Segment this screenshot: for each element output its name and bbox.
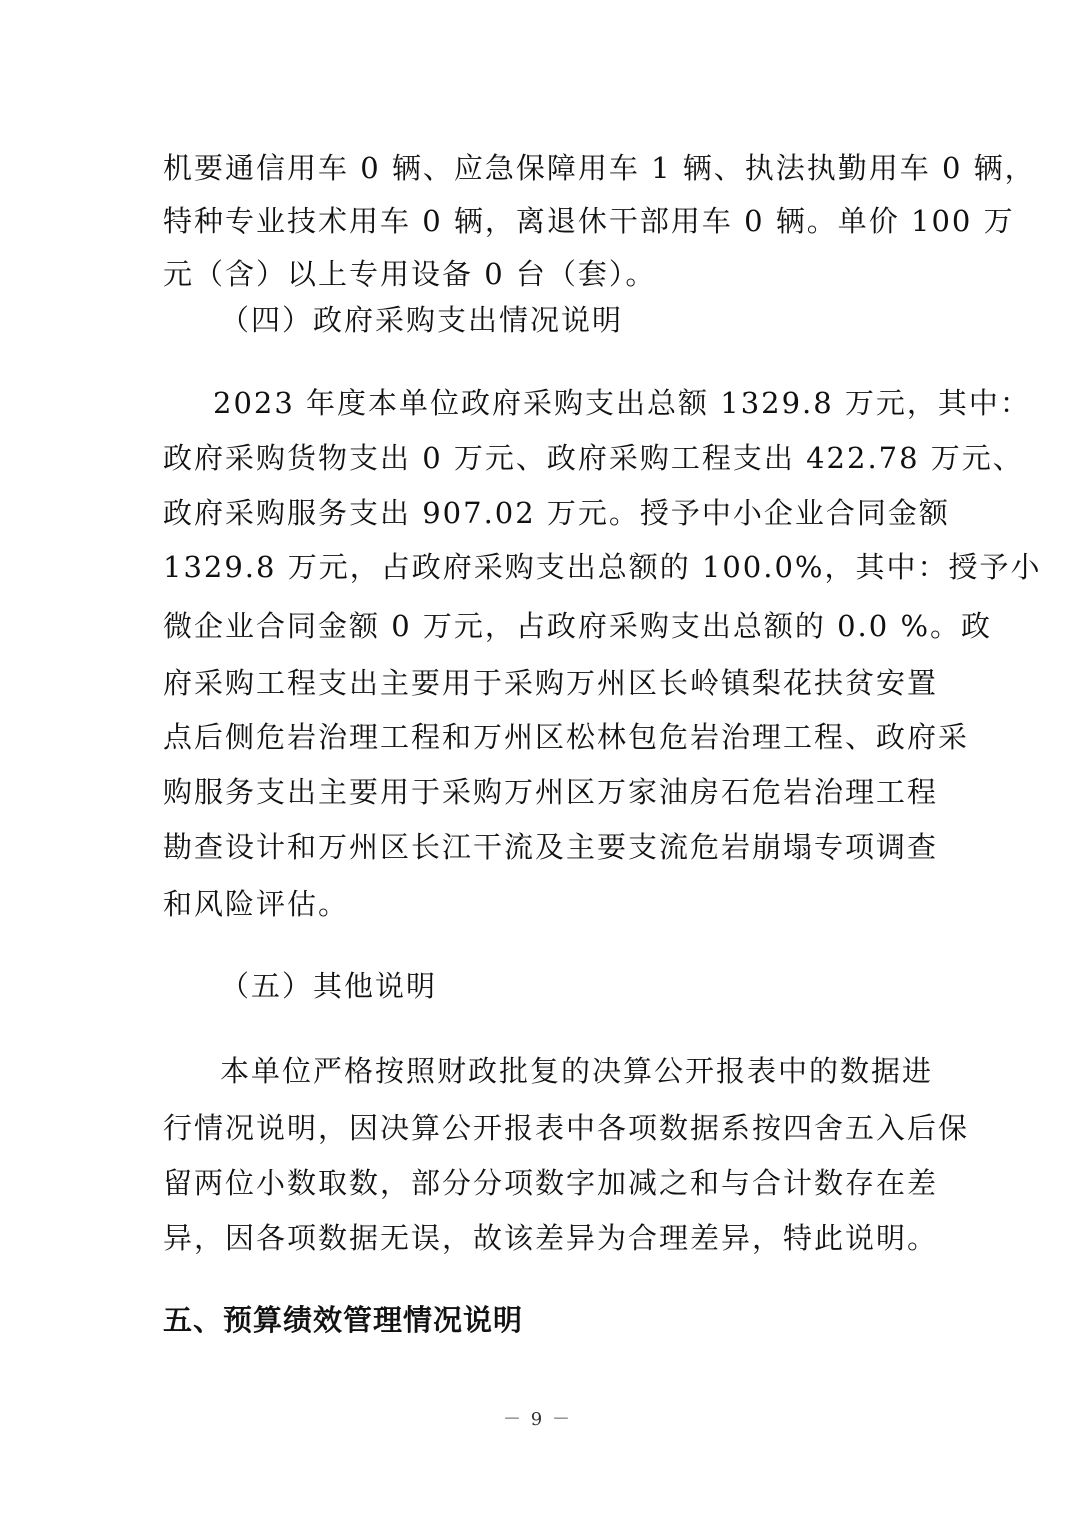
paragraph-line: 勘查设计和万州区长江干流及主要支流危岩崩塌专项调查 <box>163 830 939 864</box>
paragraph-line: 政府采购货物支出 0 万元、政府采购工程支出 422.78 万元、 <box>163 441 1024 475</box>
subheading-four: （四）政府采购支出情况说明 <box>220 303 624 337</box>
paragraph-line: 2023 年度本单位政府采购支出总额 1329.8 万元，其中： <box>213 386 1031 420</box>
paragraph-line: 本单位严格按照财政批复的决算公开报表中的数据进 <box>220 1054 934 1088</box>
paragraph-line: 政府采购服务支出 907.02 万元。授予中小企业合同金额 <box>163 496 950 530</box>
page-number: － 9 － <box>503 1409 572 1430</box>
paragraph-line: 1329.8 万元，占政府采购支出总额的 100.0%，其中：授予小 <box>163 550 1042 584</box>
paragraph-line: 府采购工程支出主要用于采购万州区长岭镇梨花扶贫安置 <box>163 666 939 700</box>
paragraph-line: 购服务支出主要用于采购万州区万家油房石危岩治理工程 <box>163 775 939 809</box>
section-heading: 五、预算绩效管理情况说明 <box>163 1303 524 1337</box>
paragraph-line: 特种专业技术用车 0 辆，离退休干部用车 0 辆。单价 100 万 <box>163 204 1015 238</box>
paragraph-line: 微企业合同金额 0 万元，占政府采购支出总额的 0.0 %。政 <box>163 609 992 643</box>
paragraph-line: 机要通信用车 0 辆、应急保障用车 1 辆、执法执勤用车 0 辆， <box>163 151 1036 185</box>
paragraph-line: 点后侧危岩治理工程和万州区松林包危岩治理工程、政府采 <box>163 720 970 754</box>
paragraph-line: 留两位小数取数，部分分项数字加减之和与合计数存在差 <box>163 1166 939 1200</box>
paragraph-line: 异，因各项数据无误，故该差异为合理差异，特此说明。 <box>163 1221 939 1255</box>
subheading-five: （五）其他说明 <box>220 969 438 1003</box>
paragraph-line: 行情况说明，因决算公开报表中各项数据系按四舍五入后保 <box>163 1111 970 1145</box>
paragraph-line: 元（含）以上专用设备 0 台（套）。 <box>163 257 657 291</box>
paragraph-line: 和风险评估。 <box>163 887 350 921</box>
